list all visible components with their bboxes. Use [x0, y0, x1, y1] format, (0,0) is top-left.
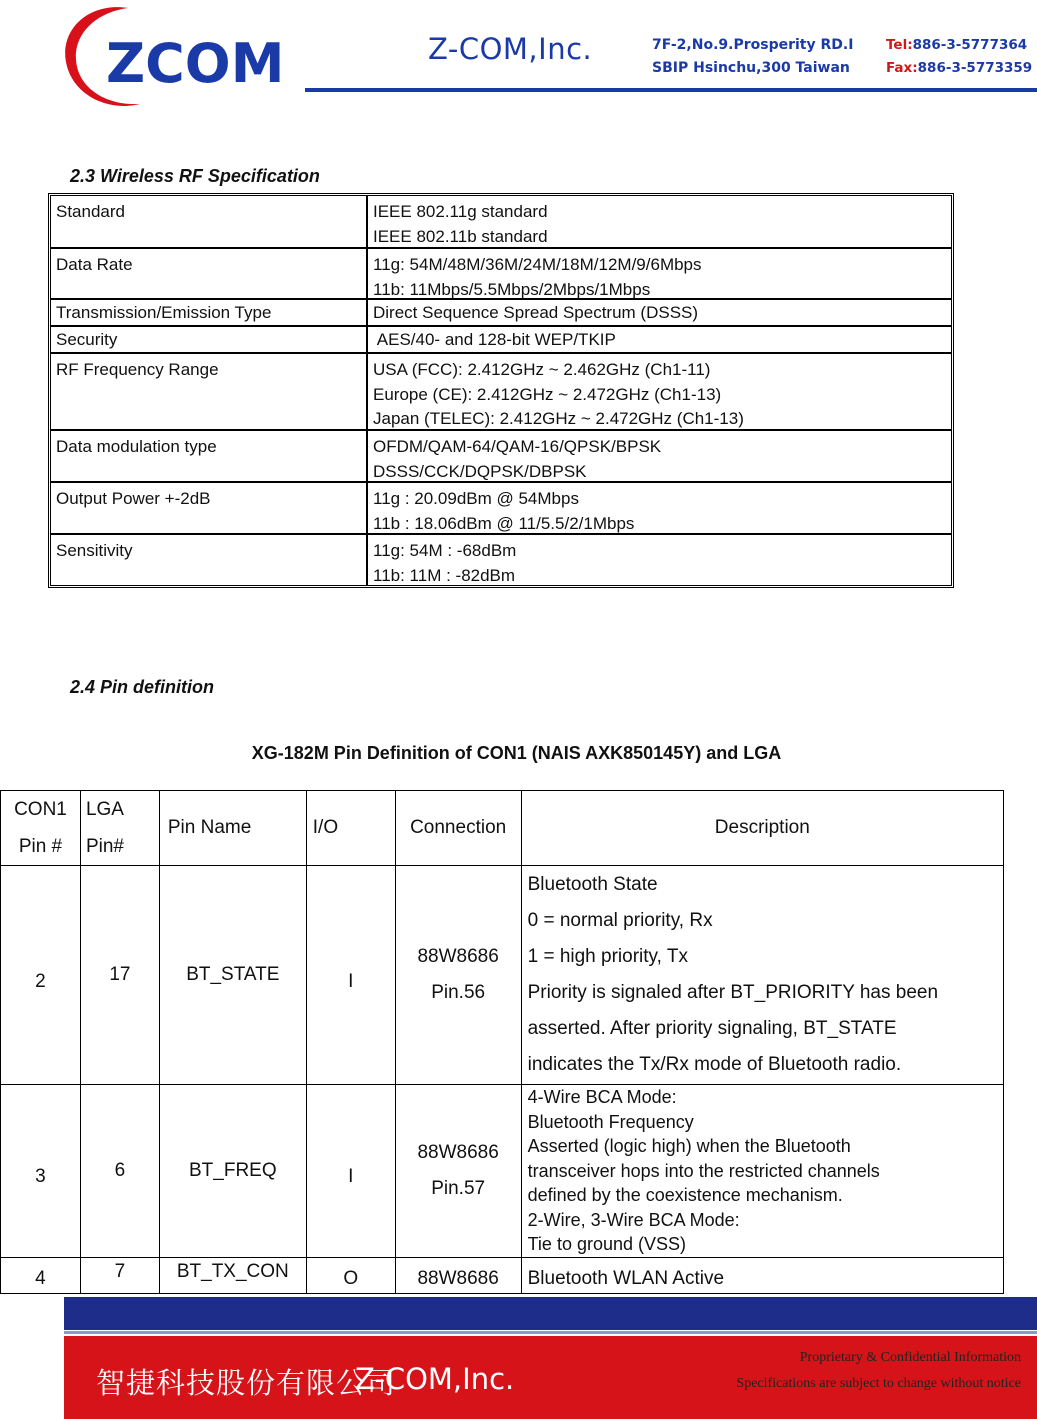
io-value: I [306, 1085, 395, 1258]
header-description: Description [521, 791, 1003, 866]
table-row [51, 327, 951, 354]
spec-label: Output Power +-2dB [51, 483, 368, 533]
connection-value: 88W8686 Pin.57 [395, 1085, 521, 1258]
io-value: I [306, 866, 395, 1085]
address-line-1: 7F-2,No.9.Prosperity RD.I [652, 37, 854, 53]
pin-name: BT_FREQ [159, 1085, 306, 1258]
table-row [1, 1258, 1004, 1294]
description-value: Bluetooth State 0 = normal priority, Rx 1 = high priority, Tx Priority is signaled after BT_PRIORITY has been asserted. After priority signaling, BT_STATE indicates the Tx/Rx mode of Bluetooth radio. [521, 866, 1003, 1085]
table-row [51, 196, 951, 249]
zcom-logo [58, 0, 308, 115]
con1-pin: 3 [1, 1085, 81, 1258]
io-value: O [306, 1258, 395, 1294]
table-header-row [1, 791, 1004, 866]
footer-divider [64, 1331, 1037, 1334]
table-row [51, 431, 951, 483]
spec-label: Standard [51, 196, 368, 247]
rf-spec-table [48, 193, 954, 588]
lga-pin: 6 [80, 1085, 159, 1258]
lga-pin: 17 [80, 866, 159, 1085]
con1-pin: 2 [1, 866, 81, 1085]
header-lga: LGA Pin# [80, 791, 159, 866]
pin-name: BT_STATE [159, 866, 306, 1085]
logo-text: ZCOM [106, 32, 285, 95]
footer-blue-bar [64, 1297, 1037, 1330]
footer-brand: Z-COM,Inc. [355, 1362, 515, 1396]
spec-value: AES/40- and 128-bit WEP/TKIP [373, 330, 616, 349]
spec-value: OFDM/QAM-64/QAM-16/QPSK/BPSK DSSS/CCK/DQPSK/DBPSK [373, 437, 662, 481]
footer-note-2: Specifications are subject to change without notice [736, 1376, 1021, 1391]
footer-company-cn: 智捷科技股份有限公司 [96, 1366, 397, 1400]
spec-value: 11g: 54M/48M/36M/24M/18M/12M/9/6Mbps 11b: 11Mbps/5.5Mbps/2Mbps/1Mbps [373, 255, 702, 299]
table-row [51, 249, 951, 300]
description-value: Bluetooth WLAN Active [521, 1258, 1003, 1294]
address-line-2: SBIP Hsinchu,300 Taiwan [652, 60, 850, 76]
connection-value: 88W8686 Pin.56 [395, 866, 521, 1085]
pin-definition-table [0, 790, 1004, 1294]
spec-value: USA (FCC): 2.412GHz ~ 2.462GHz (Ch1-11) Europe (CE): 2.412GHz ~ 2.472GHz (Ch1-13) Japan (TELEC): 2.412GHz ~ 2.472GHz (Ch1-13) [373, 360, 744, 428]
header-pin-name: Pin Name [159, 791, 306, 866]
spec-value: 11g: 54M : -68dBm 11b: 11M : -82dBm [373, 541, 517, 585]
spec-label: Data Rate [51, 249, 368, 298]
table-row [1, 866, 1004, 1085]
header-io: I/O [306, 791, 395, 866]
description-value: 4-Wire BCA Mode: Bluetooth Frequency Asserted (logic high) when the Bluetooth transceiver hops into the restricted channels defined by the coexistence mechanism. 2-Wire, 3-Wire BCA Mode: Tie to ground (VSS) [521, 1085, 1003, 1258]
header-rule [305, 88, 1037, 92]
spec-value: IEEE 802.11g standard IEEE 802.11b standard [373, 202, 548, 246]
spec-label: Security [51, 327, 368, 352]
table-row [51, 354, 951, 431]
fax-line: Fax:886-3-5773359 [886, 60, 1033, 76]
tel-line: Tel:886-3-5777364 [886, 37, 1028, 53]
header-connection: Connection [395, 791, 521, 866]
lga-pin: 7 [80, 1258, 159, 1294]
pin-section-heading: 2.4 Pin definition [70, 677, 215, 697]
spec-label: Data modulation type [51, 431, 368, 481]
connection-value: 88W8686 [395, 1258, 521, 1294]
pin-name: BT_TX_CON [159, 1258, 306, 1294]
table-row [51, 300, 951, 327]
spec-label: Sensitivity [51, 535, 368, 585]
pin-table-title: XG-182M Pin Definition of CON1 (NAIS AXK850145Y) and LGA [251, 743, 782, 763]
spec-label: Transmission/Emission Type [51, 300, 368, 325]
table-row [51, 535, 951, 585]
spec-label: RF Frequency Range [51, 354, 368, 429]
footer-note-1: Proprietary & Confidential Information [799, 1350, 1021, 1365]
spec-value: 11g : 20.09dBm @ 54Mbps 11b : 18.06dBm @ 11/5.5/2/1Mbps [373, 489, 635, 533]
header-con1: CON1 Pin # [1, 791, 81, 866]
rf-section-heading: 2.3 Wireless RF Specification [70, 166, 320, 186]
table-row [51, 483, 951, 535]
spec-value: Direct Sequence Spread Spectrum (DSSS) [373, 303, 699, 322]
company-name: Z-COM,Inc. [428, 32, 593, 66]
con1-pin: 4 [1, 1258, 81, 1294]
table-row [1, 1085, 1004, 1258]
